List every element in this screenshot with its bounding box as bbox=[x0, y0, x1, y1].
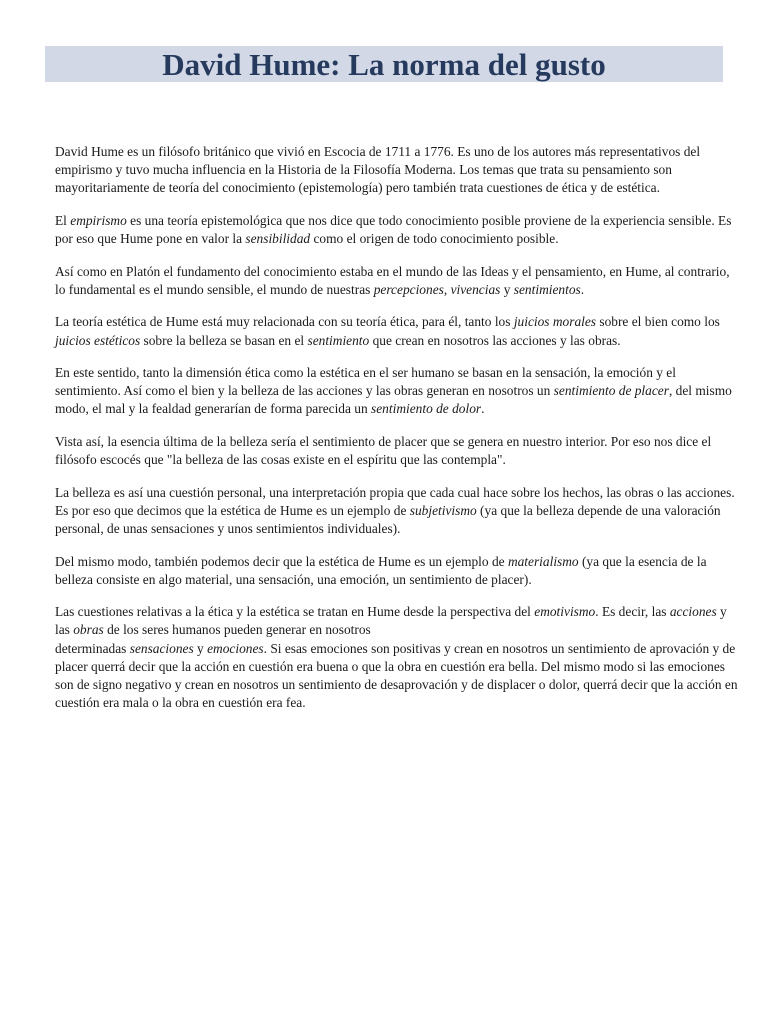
text-run: , del mismo modo, el mal y la fealdad generarían de forma parecida un bbox=[55, 383, 732, 417]
title-banner bbox=[45, 46, 723, 82]
text-run: . bbox=[580, 281, 585, 297]
paragraph-6 bbox=[55, 433, 743, 469]
paragraph-9 bbox=[55, 603, 743, 712]
text-run: David Hume es un filósofo británico que vivió en Escocia de 1711 a 1776. Es uno de los autores más representativos del empirismo y tuvo mucha influencia en la Historia de la Filosofía Moderna. Los temas que trata su pensamiento son mayoritariamente de teoría del conocimiento (epistemología) pero también trata cuestiones de ética y de estética. bbox=[55, 144, 701, 196]
paragraph-5 bbox=[55, 364, 743, 419]
italic-term: acciones bbox=[669, 604, 717, 620]
text-run: . bbox=[481, 401, 485, 417]
paragraph-8 bbox=[55, 553, 743, 589]
italic-term: emotivismo bbox=[534, 604, 596, 620]
text-run: Del mismo modo, también podemos decir que la estética de Hume es un ejemplo de bbox=[55, 553, 508, 569]
italic-term: emociones bbox=[207, 640, 264, 656]
italic-term: sensaciones bbox=[129, 640, 194, 656]
italic-term: subjetivismo bbox=[409, 502, 477, 518]
italic-term: sentimiento de placer bbox=[553, 383, 669, 399]
paragraph-3 bbox=[55, 263, 743, 299]
text-run: que crean en nosotros las acciones y las obras. bbox=[369, 332, 621, 348]
text-run: Así como en Platón el fundamento del conocimiento estaba en el mundo de las Ideas y el pensamiento, en Hume, al contrario, lo fundamental es el mundo sensible, el mundo de nuestras bbox=[55, 263, 730, 297]
text-run: (ya que la esencia de la belleza consiste en algo material, una sensación, una emoción, un sentimiento de placer). bbox=[55, 553, 707, 587]
paragraph-7 bbox=[55, 484, 743, 539]
italic-term: materialismo bbox=[507, 553, 579, 569]
italic-term: juicios estéticos bbox=[55, 332, 141, 348]
article-body bbox=[55, 143, 743, 727]
text-run: El bbox=[55, 212, 71, 228]
italic-term: juicios morales bbox=[513, 314, 597, 330]
italic-term: sentimientos bbox=[513, 281, 581, 297]
italic-term: sentimiento de dolor bbox=[371, 401, 482, 417]
text-run: Las cuestiones relativas a la ética y la estética se tratan en Hume desde la perspectiva del bbox=[55, 604, 535, 620]
text-run: sobre la belleza se basan en el bbox=[140, 332, 308, 348]
text-run: como el origen de todo conocimiento posible. bbox=[310, 231, 559, 247]
paragraph-1 bbox=[55, 143, 743, 198]
text-run: (ya que la belleza depende de una valoración personal, de unas sensaciones y unos sentimientos individuales). bbox=[55, 502, 721, 537]
italic-term: empirismo bbox=[70, 212, 127, 228]
text-run: y bbox=[193, 640, 208, 656]
text-run: , bbox=[443, 281, 451, 297]
text-run: sobre el bien como los bbox=[596, 314, 720, 330]
text-run: . Es decir, las bbox=[595, 604, 670, 620]
italic-term: sentimiento bbox=[307, 332, 370, 348]
text-run: En este sentido, tanto la dimensión ética como la estética en el ser humano se basan en la sensación, la emoción y el sentimiento. Así como el bien y la belleza de las acciones y las obras generan en nosotros un bbox=[55, 365, 676, 399]
page-title: David Hume: La norma del gusto bbox=[162, 47, 606, 82]
text-run: . Si esas emociones son positivas y crean en nosotros un sentimiento de aprovación y de placer querrá decir que la acción en cuestión era buena o que la obra en cuestión era bella. Del mismo modo si las emociones son de signo negativo y crean en nosotros un sentimiento de desaprovación y de displacer o dolor, querrá decir que la acción en cuestión era mala o la obra en cuestión era fea. bbox=[55, 640, 738, 711]
text-run: determinadas bbox=[55, 640, 130, 656]
paragraph-4 bbox=[55, 313, 743, 349]
text-run: y las bbox=[55, 604, 727, 638]
italic-term: sensibilidad bbox=[245, 231, 311, 247]
text-run: de los seres humanos pueden generar en nosotros bbox=[103, 622, 371, 638]
text-run: es una teoría epistemológica que nos dice que todo conocimiento posible proviene de la experiencia sensible. Es por eso que Hume pone en valor la bbox=[55, 212, 732, 247]
italic-term: vivencias bbox=[450, 281, 501, 297]
text-run: La belleza es así una cuestión personal, una interpretación propia que cada cual hace sobre los hechos, las obras o las acciones. Es por eso que decimos que la estética de Hume es un ejemplo de bbox=[55, 484, 735, 518]
paragraph-2 bbox=[55, 212, 743, 248]
text-run: y bbox=[500, 281, 514, 297]
text-run: Vista así, la esencia última de la belleza sería el sentimiento de placer que se genera en nuestro interior. Por eso nos dice el filósofo escocés que "la belleza de las cosas existe en el espíritu que las contempla". bbox=[55, 433, 712, 468]
text-run: La teoría estética de Hume está muy relacionada con su teoría ética, para él, tanto los bbox=[55, 314, 514, 330]
italic-term: obras bbox=[73, 622, 104, 638]
italic-term: percepciones bbox=[373, 281, 444, 297]
